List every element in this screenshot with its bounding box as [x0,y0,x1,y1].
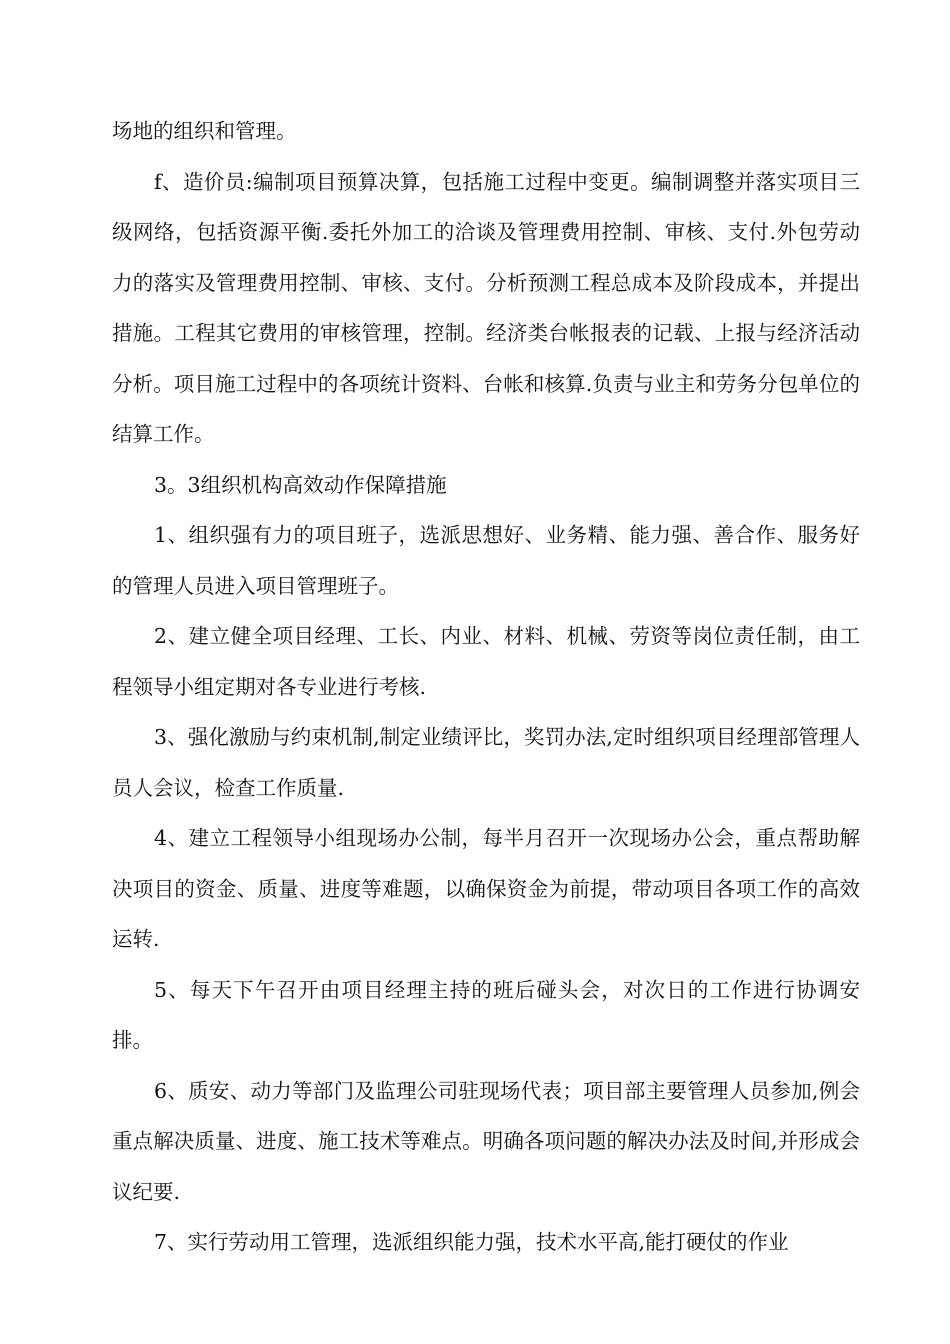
paragraph-item-2: 2、建立健全项目经理、工长、内业、材料、机械、劳资等岗位责任制，由工程领导小组定期对各专业进行考核. [112,624,860,699]
paragraph-item-1: 1、组织强有力的项目班子，选派思想好、业务精、能力强、善合作、服务好的管理人员进入项目管理班子。 [112,523,860,598]
document-body [112,106,860,1268]
paragraph-item-7: 7、实行劳动用工管理，选派组织能力强，技术水平高,能打硬仗的作业 [154,1230,789,1254]
paragraph-site-organization: 场地的组织和管理。 [112,119,297,143]
paragraph-cost-engineer: f、造价员:编制项目预算决算，包括施工过程中变更。编制调整并落实项目三级网络，包括资源平衡.委托外加工的洽谈及管理费用控制、审核、支付.外包劳动力的落实及管理费用控制、审核、支付。分析预测工程总成本及阶段成本，并提出措施。工程其它费用的审核管理，控制。经济类台帐报表的记载、上报与经济活动分析。项目施工过程中的各项统计资料、台帐和核算.负责与业主和劳务分包单位的结算工作。 [112,169,860,446]
paragraph-item-3: 3、强化激励与约束机制,制定业绩评比，奖罚办法,定时组织项目经理部管理人员人会议，检查工作质量. [112,725,860,800]
paragraph-item-5: 5、每天下午召开由项目经理主持的班后碰头会，对次日的工作进行协调安排。 [112,977,860,1052]
paragraph-item-6: 6、质安、动力等部门及监理公司驻现场代表；项目部主要管理人员参加,例会重点解决质量、进度、施工技术等难点。明确各项问题的解决办法及时间,并形成会议纪要. [112,1078,860,1204]
section-heading-3-3: 3。3组织机构高效动作保障措施 [154,472,447,497]
paragraph-item-4: 4、建立工程领导小组现场办公制，每半月召开一次现场办公会，重点帮助解决项目的资金、质量、进度等难题，以确保资金为前提，带动项目各项工作的高效运转. [112,826,860,951]
